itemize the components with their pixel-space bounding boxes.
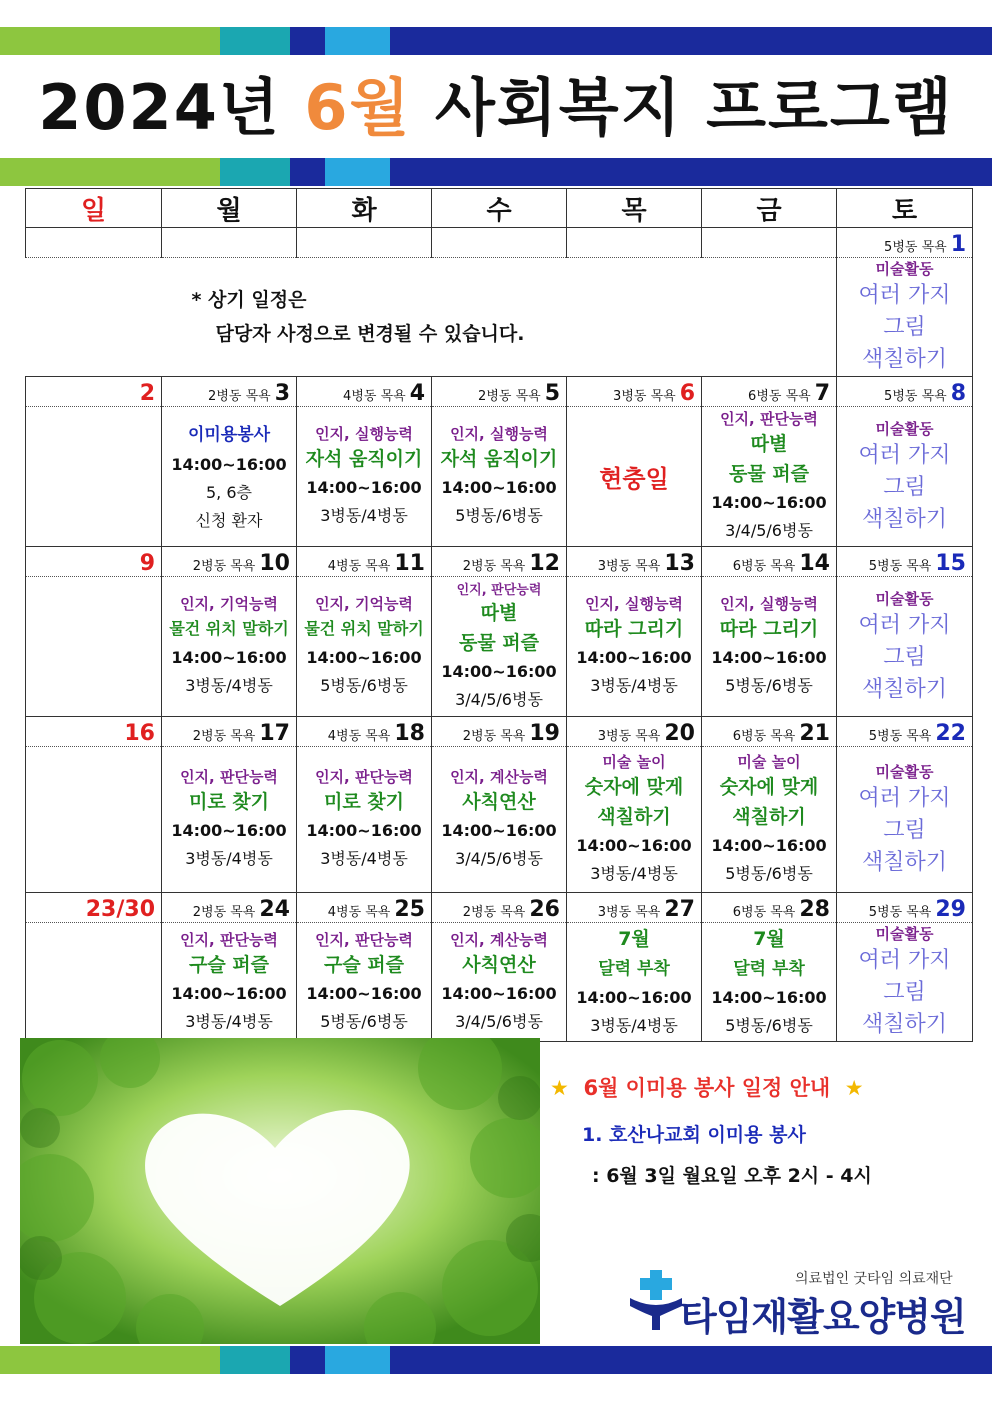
hospital-name: 타임재활요양병원	[680, 1295, 966, 1339]
activity-cell: 인지, 실행능력 자석 움직이기 14:00~16:00 3병동/4병동	[297, 407, 432, 547]
day-cell: 2병동 목욕 24	[162, 893, 297, 923]
day-cell: 6병동 목욕 7	[702, 377, 837, 407]
notice-line1: 1. 호산나교회 이미용 봉사	[582, 1124, 806, 1146]
weekday-mon: 월	[162, 189, 297, 228]
day-cell: 2병동 목욕 3	[162, 377, 297, 407]
star-icon: ★	[550, 1076, 569, 1100]
notice-box	[550, 1072, 980, 1188]
day-cell: 2	[26, 377, 162, 407]
content-row	[26, 923, 973, 1042]
date-row	[26, 377, 973, 407]
weekday-header-row	[26, 189, 973, 228]
activity-cell: 인지, 계산능력 사칙연산 14:00~16:00 3/4/5/6병동	[432, 923, 567, 1042]
day-cell: 2병동 목욕 17	[162, 717, 297, 747]
activity-cell: 미술 놀이 숫자에 맞게 색칠하기 14:00~16:00 5병동/6병동	[702, 747, 837, 893]
day-cell: 3병동 목욕 6	[567, 377, 702, 407]
date-row	[26, 547, 973, 577]
activity-cell: 인지, 판단능력 구슬 퍼즐 14:00~16:00 5병동/6병동	[297, 923, 432, 1042]
weekday-tue: 화	[297, 189, 432, 228]
activity-cell: 인지, 판단능력 미로 찾기 14:00~16:00 3병동/4병동	[297, 747, 432, 893]
date-row	[26, 228, 973, 258]
sat-activity: 미술활동 여러 가지 그림 색칠하기	[837, 407, 973, 547]
weekday-wed: 수	[432, 189, 567, 228]
holiday-cell: 현충일	[567, 407, 702, 547]
title-color-bar	[0, 158, 992, 186]
day-cell: 3병동 목욕 27	[567, 893, 702, 923]
content-row	[26, 747, 973, 893]
day-cell: 2병동 목욕 26	[432, 893, 567, 923]
notice-heading: ★ 6월 이미용 봉사 일정 안내 ★	[550, 1076, 864, 1100]
sat-activity: 미술활동 여러 가지 그림 색칠하기	[837, 747, 973, 893]
notice-line2: : 6월 3일 월요일 오후 2시 - 4시	[592, 1165, 872, 1187]
day-cell: 5병동 목욕 22	[837, 717, 973, 747]
activity-cell: 인지, 기억능력 물건 위치 말하기 14:00~16:00 5병동/6병동	[297, 577, 432, 717]
activity-cell: 미술 놀이 숫자에 맞게 색칠하기 14:00~16:00 3병동/4병동	[567, 747, 702, 893]
activity-cell: 인지, 판단능력 따별 동물 퍼즐 14:00~16:00 3/4/5/6병동	[432, 577, 567, 717]
activity-cell: 7월 달력 부착 14:00~16:00 3병동/4병동	[567, 923, 702, 1042]
bottom-color-bar	[0, 1346, 992, 1374]
day-cell: 4병동 목욕 18	[297, 717, 432, 747]
activity-cell: 인지, 실행능력 따라 그리기 14:00~16:00 5병동/6병동	[702, 577, 837, 717]
schedule-note: * 상기 일정은 담당자 사정으로 변경될 수 있습니다.	[26, 258, 837, 377]
content-row	[26, 407, 973, 547]
weekday-fri: 금	[702, 189, 837, 228]
sat-activity: 미술활동 여러 가지 그림 색칠하기	[837, 923, 973, 1042]
day-cell: 5병동 목욕 8	[837, 377, 973, 407]
day-cell: 9	[26, 547, 162, 577]
day-cell: 5병동 목욕 1	[837, 228, 973, 258]
day-cell: 3병동 목욕 20	[567, 717, 702, 747]
day-cell: 16	[26, 717, 162, 747]
day-cell: 2병동 목욕 5	[432, 377, 567, 407]
day-cell: 2병동 목욕 12	[432, 547, 567, 577]
date-row	[26, 893, 973, 923]
activity-cell: 인지, 기억능력 물건 위치 말하기 14:00~16:00 3병동/4병동	[162, 577, 297, 717]
date-row	[26, 717, 973, 747]
hospital-logo-icon	[626, 1268, 686, 1332]
logo-subtitle: 의료법인 굿타임 의료재단	[795, 1271, 953, 1287]
activity-cell: 인지, 판단능력 구슬 퍼즐 14:00~16:00 3병동/4병동	[162, 923, 297, 1042]
day-cell: 5병동 목욕 29	[837, 893, 973, 923]
content-row	[26, 577, 973, 717]
sat-activity: 미술활동 여러 가지 그림 색칠하기	[837, 577, 973, 717]
day-cell: 6병동 목욕 21	[702, 717, 837, 747]
day-cell: 3병동 목욕 13	[567, 547, 702, 577]
day-cell: 2병동 목욕 10	[162, 547, 297, 577]
day-cell: 6병동 목욕 28	[702, 893, 837, 923]
activity-cell: 이미용봉사 14:00~16:00 5, 6층 신청 환자	[162, 407, 297, 547]
top-color-bar	[0, 27, 992, 55]
day-cell: 5병동 목욕 15	[837, 547, 973, 577]
activity-cell: 인지, 계산능력 사칙연산 14:00~16:00 3/4/5/6병동	[432, 747, 567, 893]
activity-cell: 인지, 판단능력 따별 동물 퍼즐 14:00~16:00 3/4/5/6병동	[702, 407, 837, 547]
day-cell: 4병동 목욕 4	[297, 377, 432, 407]
sat-activity: 미술활동 여러 가지 그림 색칠하기	[837, 258, 973, 377]
weekday-sat: 토	[837, 189, 973, 228]
day-cell: 4병동 목욕 11	[297, 547, 432, 577]
day-cell: 2병동 목욕 19	[432, 717, 567, 747]
page-title: 2024년 6월 사회복지 프로그램	[38, 71, 954, 144]
activity-cell: 인지, 실행능력 따라 그리기 14:00~16:00 3병동/4병동	[567, 577, 702, 717]
heart-leaves-photo	[20, 1038, 540, 1344]
day-cell: 6병동 목욕 14	[702, 547, 837, 577]
day-cell: 23/30	[26, 893, 162, 923]
day-cell: 4병동 목욕 25	[297, 893, 432, 923]
star-icon: ★	[844, 1076, 864, 1100]
weekday-thu: 목	[567, 189, 702, 228]
activity-cell: 7월 달력 부착 14:00~16:00 5병동/6병동	[702, 923, 837, 1042]
weekday-sun: 일	[26, 189, 162, 228]
activity-cell: 인지, 판단능력 미로 찾기 14:00~16:00 3병동/4병동	[162, 747, 297, 893]
content-row	[26, 258, 973, 377]
calendar-table	[25, 188, 973, 1042]
activity-cell: 인지, 실행능력 자석 움직이기 14:00~16:00 5병동/6병동	[432, 407, 567, 547]
